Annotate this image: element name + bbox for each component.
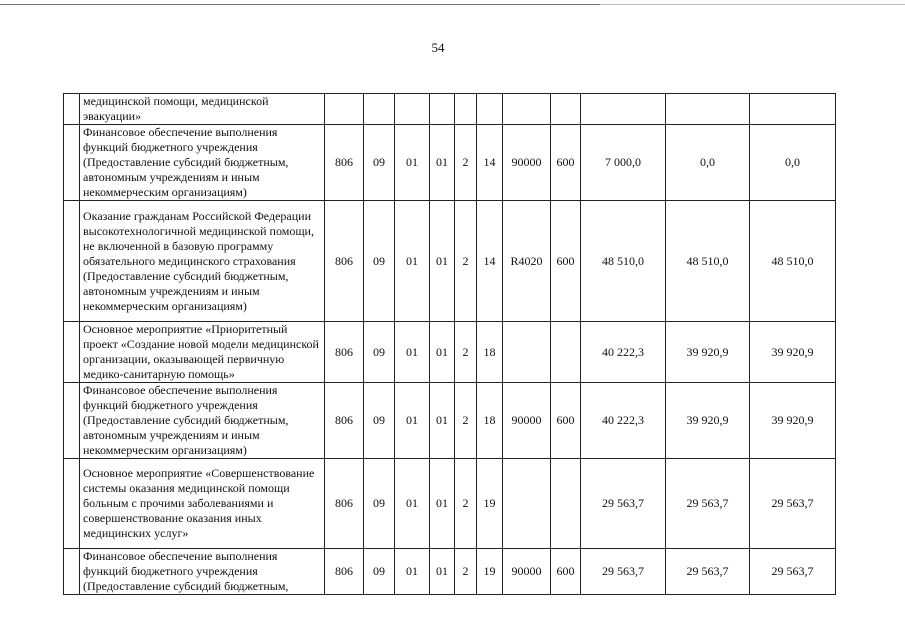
program-code: 01 — [430, 459, 455, 549]
subsection-code: 01 — [395, 125, 430, 201]
ministry-code: 806 — [325, 322, 364, 383]
expense-type-code: 600 — [551, 383, 581, 459]
row-number-cell — [64, 459, 80, 549]
subprogram-code: 2 — [455, 201, 477, 322]
amount-year-3 — [750, 94, 836, 125]
expense-direction-code — [503, 94, 551, 125]
ministry-code: 806 — [325, 549, 364, 595]
ministry-code: 806 — [325, 459, 364, 549]
main-event-code: 18 — [477, 322, 503, 383]
main-event-code: 14 — [477, 201, 503, 322]
amount-year-2: 39 920,9 — [666, 383, 750, 459]
program-code: 01 — [430, 125, 455, 201]
main-event-code: 18 — [477, 383, 503, 459]
amount-year-1 — [581, 94, 666, 125]
expense-type-code — [551, 322, 581, 383]
expense-direction-code: R4020 — [503, 201, 551, 322]
program-code: 01 — [430, 549, 455, 595]
table-row — [64, 125, 836, 201]
amount-year-2: 48 510,0 — [666, 201, 750, 322]
row-name: Финансовое обеспечение выполнения функций бюджетного учреждения (Предоставление субсидий бюджетным, автономным учреждениям и иным некоммерческим организациям) — [80, 125, 325, 201]
amount-year-3: 29 563,7 — [750, 549, 836, 595]
amount-year-1: 40 222,3 — [581, 383, 666, 459]
subsection-code: 01 — [395, 201, 430, 322]
row-name: Оказание гражданам Российской Федерации высокотехнологичной медицинской помощи, не включенной в базовую программу обязательного медицинского страхования (Предоставление субсидий бюджетным, автономным учреждениям и иным некоммерческим организациям) — [80, 201, 325, 322]
subprogram-code: 2 — [455, 125, 477, 201]
expense-type-code — [551, 94, 581, 125]
expense-type-code — [551, 459, 581, 549]
section-code: 09 — [364, 383, 395, 459]
amount-year-2: 29 563,7 — [666, 459, 750, 549]
row-name: Основное мероприятие «Совершенствование системы оказания медицинской помощи больным с прочими заболеваниями и совершенствование оказания иных медицинских услуг» — [80, 459, 325, 549]
row-number-cell — [64, 322, 80, 383]
ministry-code: 806 — [325, 383, 364, 459]
amount-year-1: 29 563,7 — [581, 459, 666, 549]
budget-table — [63, 93, 836, 595]
amount-year-1: 29 563,7 — [581, 549, 666, 595]
main-event-code — [477, 94, 503, 125]
subprogram-code: 2 — [455, 322, 477, 383]
amount-year-3: 0,0 — [750, 125, 836, 201]
row-name: Финансовое обеспечение выполнения функций бюджетного учреждения (Предоставление субсидий бюджетным, автономным учреждениям и иным некоммерческим организациям) — [80, 383, 325, 459]
subprogram-code — [455, 94, 477, 125]
program-code: 01 — [430, 201, 455, 322]
subsection-code: 01 — [395, 459, 430, 549]
budget-table-body — [64, 94, 836, 595]
amount-year-3: 29 563,7 — [750, 459, 836, 549]
amount-year-1: 40 222,3 — [581, 322, 666, 383]
amount-year-3: 39 920,9 — [750, 383, 836, 459]
amount-year-2: 39 920,9 — [666, 322, 750, 383]
table-row — [64, 549, 836, 595]
section-code: 09 — [364, 459, 395, 549]
section-code — [364, 94, 395, 125]
row-name: медицинской помощи, медицинской эвакуации» — [80, 94, 325, 125]
subprogram-code: 2 — [455, 459, 477, 549]
section-code: 09 — [364, 125, 395, 201]
subsection-code — [395, 94, 430, 125]
top-rule-faint — [600, 4, 905, 5]
amount-year-1: 7 000,0 — [581, 125, 666, 201]
section-code: 09 — [364, 322, 395, 383]
amount-year-2: 29 563,7 — [666, 549, 750, 595]
row-number-cell — [64, 125, 80, 201]
table-row — [64, 94, 836, 125]
table-row — [64, 459, 836, 549]
main-event-code: 19 — [477, 549, 503, 595]
row-name: Финансовое обеспечение выполнения функций бюджетного учреждения (Предоставление субсидий бюджетным, — [80, 549, 325, 595]
program-code: 01 — [430, 383, 455, 459]
expense-direction-code — [503, 322, 551, 383]
expense-type-code: 600 — [551, 549, 581, 595]
table-row — [64, 383, 836, 459]
row-number-cell — [64, 201, 80, 322]
row-number-cell — [64, 94, 80, 125]
program-code: 01 — [430, 322, 455, 383]
row-number-cell — [64, 549, 80, 595]
amount-year-3: 48 510,0 — [750, 201, 836, 322]
program-code — [430, 94, 455, 125]
ministry-code: 806 — [325, 125, 364, 201]
amount-year-2 — [666, 94, 750, 125]
ministry-code: 806 — [325, 201, 364, 322]
amount-year-1: 48 510,0 — [581, 201, 666, 322]
subprogram-code: 2 — [455, 383, 477, 459]
expense-type-code: 600 — [551, 201, 581, 322]
table-row — [64, 322, 836, 383]
subsection-code: 01 — [395, 383, 430, 459]
row-number-cell — [64, 383, 80, 459]
main-event-code: 19 — [477, 459, 503, 549]
expense-direction-code — [503, 459, 551, 549]
subsection-code: 01 — [395, 322, 430, 383]
subsection-code: 01 — [395, 549, 430, 595]
ministry-code — [325, 94, 364, 125]
table-row — [64, 201, 836, 322]
main-event-code: 14 — [477, 125, 503, 201]
expense-direction-code: 90000 — [503, 383, 551, 459]
subprogram-code: 2 — [455, 549, 477, 595]
section-code: 09 — [364, 549, 395, 595]
expense-type-code: 600 — [551, 125, 581, 201]
expense-direction-code: 90000 — [503, 125, 551, 201]
section-code: 09 — [364, 201, 395, 322]
page-number: 54 — [431, 40, 445, 55]
row-name: Основное мероприятие «Приоритетный проект «Создание новой модели медицинской организации, оказывающей первичную медико-санитарную помощь» — [80, 322, 325, 383]
amount-year-3: 39 920,9 — [750, 322, 836, 383]
amount-year-2: 0,0 — [666, 125, 750, 201]
expense-direction-code: 90000 — [503, 549, 551, 595]
